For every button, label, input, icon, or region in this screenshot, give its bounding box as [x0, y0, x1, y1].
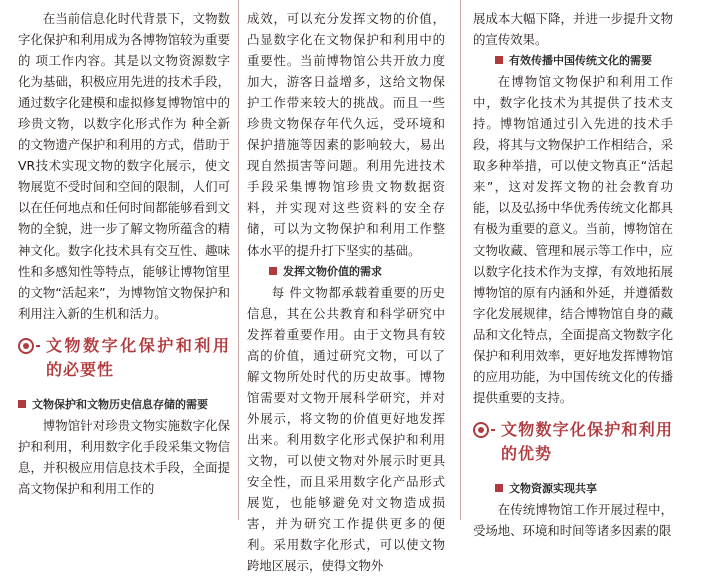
paragraph: 在传统博物馆工作开展过程中，受场地、环境和时间等诸多因素的限 — [473, 501, 673, 538]
paragraph: 成效，可以充分发挥文物的价值，凸显数字化在文物保护和利用中的重要性。当前博物馆公共开放力度加大，游客日益增多，这给文物保护工作带来较大的挑战。而且一些珍贵文物保存年代久远，受环境和保护措施等因素的影响较大，易出现自然损害等问题。利用先进技术手段采集博物馆珍贵文物数据资料，并实现对这些资料的安全存储，可以为文物保护和利用工作整体水平的提升打下坚实的基础。 — [247, 11, 445, 258]
section-heading — [473, 418, 673, 466]
column-3 — [473, 8, 673, 541]
subsection-heading — [473, 478, 673, 499]
paragraph: 在博物馆文物保护和利用工作中，数字化技术为其提供了技术支持。博物馆通过引入先进的技术手段，将其与文物保护工作相结合，采取多种举措，可以使文物真正“活起来”，这对发挥文物的社会教育功能，以及弘扬中华优秀传统文化都具有极为重要的意义。当前，博物馆在文物收藏、管理和展示等工作中，应以数字化技术作为支撑，有效地拓展博物馆的原有内涵和外延，并遵循数字化发展规律，结合博物馆自身的藏品和文化特点，全面提高文物数字化保护和利用效率，更好地发挥博物馆的应用功能，为中国传统文化的传播提供重要的支持。 — [473, 74, 673, 405]
section-title: 文物数字化保护和利用的优势 — [501, 419, 673, 463]
target-circle-icon — [18, 338, 40, 354]
section-title: 文物数字化保护和利用的必要性 — [46, 335, 230, 379]
paragraph: 展成本大幅下降，并进一步提升文物的宣传效果。 — [473, 11, 673, 48]
subsection-heading — [247, 261, 445, 282]
subsection-title: 文物保护和文物历史信息存储的需要 — [32, 397, 208, 411]
red-square-icon — [269, 267, 277, 275]
column-1 — [18, 8, 230, 499]
subsection-heading — [18, 394, 230, 415]
column-2 — [247, 8, 445, 576]
section-heading — [18, 334, 230, 382]
paragraph: 在当前信息化时代背景下，文物数字化保护和利用成为各博物馆较为重要的 项工作内容。其是以文物资源数字化为基础，积极应用先进的技术手段，通过数字化建模和虚拟修复博物馆中的珍贵文物，以数字化形式作为 种全新的文物遗产保护和利用的方式，借助于VR技术实现文物的数字化展示，使文物展览不受时间和空间的限制，人们可以在任何地点和任何时间都能够看到文物的全貌，进一步了解文物所蕴含的精神文化。数字化技术具有交互性、趣味性和多感知性等特点，能够让博物馆里的文物“活起来”，为博物馆文物保护和利用注入新的生机和活力。 — [18, 11, 230, 321]
subsection-title: 有效传播中国传统文化的需要 — [509, 54, 652, 68]
column-divider — [460, 0, 461, 520]
red-square-icon — [495, 56, 503, 64]
column-divider — [238, 0, 239, 520]
paragraph: 每 件文物都承载着重要的历史信息，其在公共教育和科学研究中发挥着重要作用。由于文物具有较高的价值，通过研究文物，可以了解文物所处时代的历史故事。博物馆需要对文物开展科学研究，并对外展示，将文物的价值更好地发挥出来。利用数字化形式保护和利用文物，可以使文物对外展示时更具安全性，而且采用数字化产品形式展览，也能够避免对文物造成损害，并为研究工作提供更多的便利。采用数字化形式，可以使文物跨地区展示，使得文物外 — [247, 284, 445, 574]
red-square-icon — [18, 400, 26, 408]
subsection-title: 发挥文物价值的需求 — [283, 264, 382, 278]
target-circle-icon — [473, 422, 495, 438]
subsection-heading — [473, 50, 673, 71]
red-square-icon — [495, 484, 503, 492]
paragraph: 博物馆针对珍贵文物实施数字化保护和利用，利用数字化手段采集文物信息，并积极应用信息技术手段，全面提高文物保护和利用工作的 — [18, 417, 230, 496]
subsection-title: 文物资源实现共享 — [509, 481, 597, 495]
